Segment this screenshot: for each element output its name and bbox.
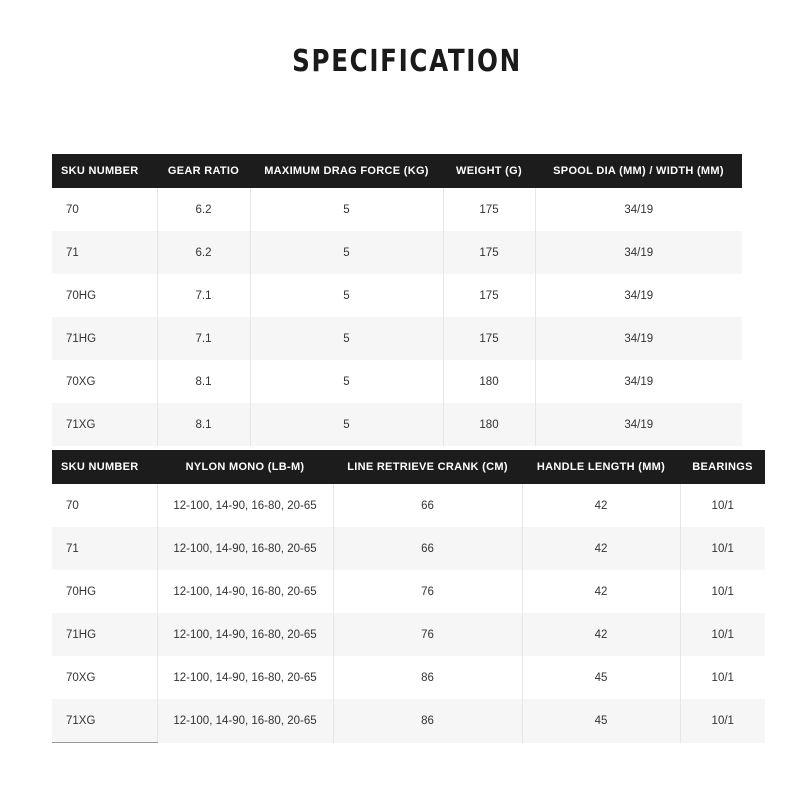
cell-sku: 70XG bbox=[52, 656, 157, 699]
header-nylon-mono: NYLON MONO (LB-M) bbox=[157, 450, 333, 484]
cell-bearings: 10/1 bbox=[680, 613, 765, 656]
cell-sku: 70HG bbox=[52, 274, 157, 317]
cell-bearings: 10/1 bbox=[680, 699, 765, 743]
cell-weight: 180 bbox=[443, 403, 535, 446]
cell-handle-length: 42 bbox=[522, 613, 680, 656]
cell-nylon-mono: 12-100, 14-90, 16-80, 20-65 bbox=[157, 613, 333, 656]
cell-nylon-mono: 12-100, 14-90, 16-80, 20-65 bbox=[157, 570, 333, 613]
cell-weight: 175 bbox=[443, 231, 535, 274]
cell-nylon-mono: 12-100, 14-90, 16-80, 20-65 bbox=[157, 699, 333, 743]
cell-bearings: 10/1 bbox=[680, 570, 765, 613]
cell-weight: 180 bbox=[443, 360, 535, 403]
cell-sku: 70 bbox=[52, 484, 157, 527]
table-header-row bbox=[52, 154, 742, 188]
cell-gear-ratio: 6.2 bbox=[157, 188, 250, 231]
cell-weight: 175 bbox=[443, 188, 535, 231]
header-handle-length: HANDLE LENGTH (MM) bbox=[522, 450, 680, 484]
header-weight: WEIGHT (G) bbox=[443, 154, 535, 188]
cell-handle-length: 45 bbox=[522, 656, 680, 699]
cell-weight: 175 bbox=[443, 317, 535, 360]
cell-gear-ratio: 8.1 bbox=[157, 360, 250, 403]
cell-handle-length: 45 bbox=[522, 699, 680, 743]
table-header-row bbox=[52, 450, 765, 484]
table-row bbox=[52, 274, 742, 317]
page-title: SPECIFICATION bbox=[292, 44, 522, 79]
table-row bbox=[52, 699, 765, 743]
cell-sku: 71HG bbox=[52, 317, 157, 360]
table-row bbox=[52, 231, 742, 274]
table-row bbox=[52, 317, 742, 360]
header-bearings: BEARINGS bbox=[680, 450, 765, 484]
cell-gear-ratio: 7.1 bbox=[157, 317, 250, 360]
cell-gear-ratio: 8.1 bbox=[157, 403, 250, 446]
cell-drag-force: 5 bbox=[250, 317, 443, 360]
cell-spool: 34/19 bbox=[535, 403, 742, 446]
cell-drag-force: 5 bbox=[250, 274, 443, 317]
table-row bbox=[52, 613, 765, 656]
table-row bbox=[52, 656, 765, 699]
spec-table-1 bbox=[52, 154, 742, 446]
cell-handle-length: 42 bbox=[522, 527, 680, 570]
cell-sku: 71 bbox=[52, 527, 157, 570]
cell-handle-length: 42 bbox=[522, 570, 680, 613]
header-spool-dia-width: SPOOL DIA (MM) / WIDTH (MM) bbox=[535, 154, 742, 188]
cell-sku: 70HG bbox=[52, 570, 157, 613]
cell-drag-force: 5 bbox=[250, 188, 443, 231]
cell-line-retrieve: 86 bbox=[333, 699, 522, 743]
header-sku-number: SKU NUMBER bbox=[52, 154, 157, 188]
header-max-drag-force: MAXIMUM DRAG FORCE (KG) bbox=[250, 154, 443, 188]
cell-spool: 34/19 bbox=[535, 317, 742, 360]
cell-sku: 70 bbox=[52, 188, 157, 231]
cell-bearings: 10/1 bbox=[680, 484, 765, 527]
header-gear-ratio: GEAR RATIO bbox=[157, 154, 250, 188]
table-row bbox=[52, 570, 765, 613]
cell-sku: 71HG bbox=[52, 613, 157, 656]
cell-weight: 175 bbox=[443, 274, 535, 317]
table-row bbox=[52, 527, 765, 570]
cell-nylon-mono: 12-100, 14-90, 16-80, 20-65 bbox=[157, 527, 333, 570]
table-row bbox=[52, 403, 742, 446]
cell-drag-force: 5 bbox=[250, 360, 443, 403]
cell-line-retrieve: 66 bbox=[333, 484, 522, 527]
cell-sku: 71XG bbox=[52, 403, 157, 446]
cell-spool: 34/19 bbox=[535, 188, 742, 231]
cell-gear-ratio: 6.2 bbox=[157, 231, 250, 274]
cell-nylon-mono: 12-100, 14-90, 16-80, 20-65 bbox=[157, 484, 333, 527]
cell-line-retrieve: 86 bbox=[333, 656, 522, 699]
header-line-retrieve: LINE RETRIEVE CRANK (CM) bbox=[333, 450, 522, 484]
cell-sku: 70XG bbox=[52, 360, 157, 403]
cell-sku: 71 bbox=[52, 231, 157, 274]
cell-line-retrieve: 76 bbox=[333, 613, 522, 656]
cell-spool: 34/19 bbox=[535, 274, 742, 317]
cell-spool: 34/19 bbox=[535, 231, 742, 274]
header-sku-number: SKU NUMBER bbox=[52, 450, 157, 484]
cell-line-retrieve: 76 bbox=[333, 570, 522, 613]
cell-spool: 34/19 bbox=[535, 360, 742, 403]
cell-drag-force: 5 bbox=[250, 403, 443, 446]
cell-line-retrieve: 66 bbox=[333, 527, 522, 570]
table-row bbox=[52, 484, 765, 527]
cell-sku: 71XG bbox=[52, 699, 157, 743]
spec-table-2 bbox=[52, 450, 765, 743]
cell-drag-force: 5 bbox=[250, 231, 443, 274]
cell-nylon-mono: 12-100, 14-90, 16-80, 20-65 bbox=[157, 656, 333, 699]
cell-gear-ratio: 7.1 bbox=[157, 274, 250, 317]
cell-bearings: 10/1 bbox=[680, 527, 765, 570]
cell-bearings: 10/1 bbox=[680, 656, 765, 699]
cell-handle-length: 42 bbox=[522, 484, 680, 527]
table-row bbox=[52, 360, 742, 403]
table-row bbox=[52, 188, 742, 231]
